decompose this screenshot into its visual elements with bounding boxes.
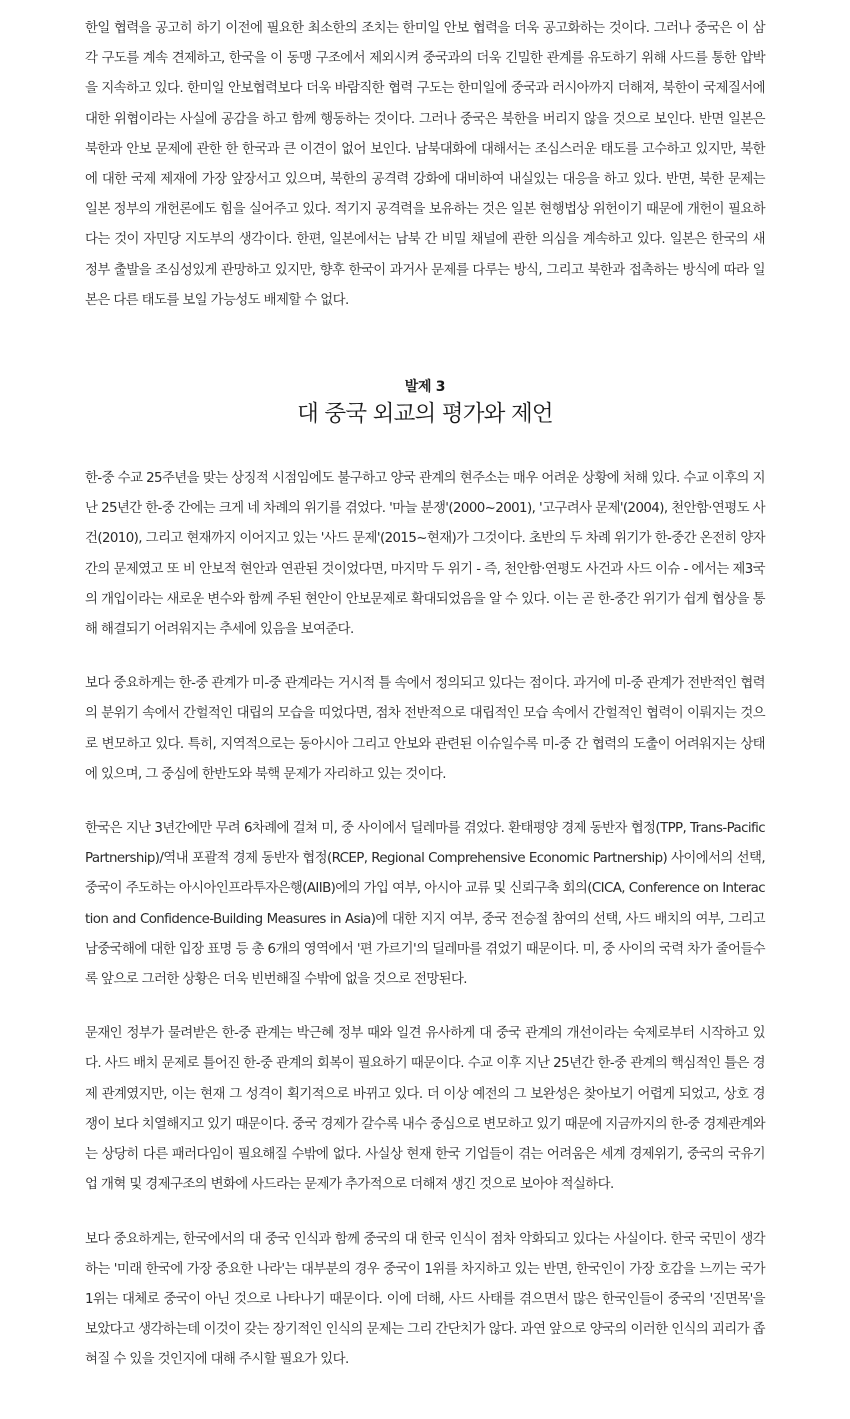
paragraph-spacer: [85, 1201, 765, 1225]
paragraph-spacer: [85, 790, 765, 814]
body-paragraph-5: 보다 중요하게는, 한국에서의 대 중국 인식과 함께 중국의 대 한국 인식이 점차 악화되고 있다는 사실이다. 한국 국민이 생각하는 '미래 한국에 가장 중요한 나라'는 대부분의 경우 중국이 1위를 차지하고 있는 반면, 한국인이 가장 호감을 느끼는 국가 1위는 대체로 중국이 아닌 것으로 나타나기 때문이다. 이에 더해, 사드 사태를 겪으면서 많은 한국인들이 중국의 '진면목'을 보았다고 생각하는데 이것이 갖는 장기적인 인식의 문제는 그리 간단치가 않다. 과연 앞으로 양국의 이러한 인식의 괴리가 좁혀질 수 있을 것인지에 대해 주시할 필요가 있다.: [85, 1231, 765, 1368]
section-title: 대 중국 외교의 평가와 제언: [297, 401, 553, 428]
intro-paragraph: 한일 협력을 공고히 하기 이전에 필요한 최소한의 조치는 한미일 안보 협력을 더욱 공고화하는 것이다. 그러나 중국은 이 삼각 구도를 계속 견제하고, 한국을 이 동맹 구조에서 제외시켜 중국과의 더욱 긴밀한 관계를 유도하기 위해 사드를 통한 압박을 지속하고 있다. 한미일 안보협력보다 더욱 바람직한 협력 구도는 한미일에 중국과 러시아까지 더해져, 북한이 국제질서에 대한 위협이라는 사실에 공감을 하고 함께 행동하는 것이다. 그러나 중국은 북한을 버리지 않을 것으로 보인다. 반면 일본은 북한과 안보 문제에 관한 한 한국과 큰 이견이 없어 보인다. 남북대화에 대해서는 조심스러운 태도를 고수하고 있지만, 북한에 대한 국제 제재에 가장 앞장서고 있으며, 북한의 공격력 강화에 대비하여 내실있는 대응을 하고 있다. 반면, 북한 문제는 일본 정부의 개헌론에도 힘을 실어주고 있다. 적기지 공격력을 보유하는 것은 일본 현행법상 위헌이기 때문에 개헌이 필요하다는 것이 자민당 지도부의 생각이다. 한편, 일본에서는 남북 간 비밀 채널에 관한 의심을 계속하고 있다. 일본은 한국의 새 정부 출발을 조심성있게 관망하고 있지만, 향후 한국이 과거사 문제를 다루는 방식, 그리고 북한과 접촉하는 방식에 따라 일본은 다른 태도를 보일 가능성도 배제할 수 없다.: [85, 21, 765, 308]
paragraph-spacer: [85, 995, 765, 1019]
body-paragraph-4: 문재인 정부가 물려받은 한-중 관계는 박근혜 정부 때와 일견 유사하게 대 중국 관계의 개선이라는 숙제로부터 시작하고 있다. 사드 배치 문제로 틀어진 한-중 관계의 회복이 필요하기 때문이다. 수교 이후 지난 25년간 한-중 관계의 핵심적인 틀은 경제 관계였지만, 이는 현재 그 성격이 획기적으로 바뀌고 있다. 더 이상 예전의 그 보완성은 찾아보기 어렵게 되었고, 상호 경쟁이 보다 치열해지고 있기 때문이다. 중국 경제가 갈수록 내수 중심으로 변모하고 있기 때문에 지금까지의 한-중 경제관계와는 상당히 다른 패러다임이 필요해질 수밖에 없다. 사실상 현재 한국 기업들이 겪는 어려움은 세계 경제위기, 중국의 국유기업 개혁 및 경제구조의 변화에 사드라는 문제가 추가적으로 더해져 생긴 것으로 보아야 적실하다.: [85, 1026, 765, 1193]
body-paragraph-3: 한국은 지난 3년간에만 무려 6차례에 걸쳐 미, 중 사이에서 딜레마를 겪었다. 환태평양 경제 동반자 협정(TPP, Trans-Pacific Partnership)/역내 포괄적 경제 동반자 협정(RCEP, Regional Comprehensive Economic Partnership) 사이에서의 선택, 중국이 주도하는 아시아인프라투자은행(AIIB)에의 가입 여부, 아시아 교류 및 신뢰구축 회의(CICA, Conference on Interaction and Confidence-Building Measures in Asia)에 대한 지지 여부, 중국 전승절 참여의 선택, 사드 배치의 여부, 그리고 남중국해에 대한 입장 표명 등 총 6개의 영역에서 '편 가르기'의 딜레마를 겪었기 때문이다. 미, 중 사이의 국력 차가 줄어들수록 앞으로 그러한 상황은 더욱 빈번해질 수밖에 없을 것으로 전망된다.: [85, 821, 765, 988]
body-paragraph-2: 보다 중요하게는 한-중 관계가 미-중 관계라는 거시적 틀 속에서 정의되고 있다는 점이다. 과거에 미-중 관계가 전반적인 협력의 분위기 속에서 간헐적인 대립의 모습을 띠었다면, 점차 전반적으로 대립적인 모습 속에서 간헐적인 협력이 이뤄지는 것으로 변모하고 있다. 특히, 지역적으로는 동아시아 그리고 안보와 관련된 이슈일수록 미-중 간 협력의 도출이 어려워지는 상태에 있으며, 그 중심에 한반도와 북핵 문제가 자리하고 있는 것이다.: [85, 676, 765, 782]
body-paragraph-1: 한-중 수교 25주년을 맞는 상징적 시점임에도 불구하고 양국 관계의 현주소는 매우 어려운 상황에 처해 있다. 수교 이후의 지난 25년간 한-중 간에는 크게 네 차례의 위기를 겪었다. '마늘 분쟁'(2000~2001), '고구려사 문제'(2004), 천안함·연평도 사건(2010), 그리고 현재까지 이어지고 있는 '사드 문제'(2015~현재)가 그것이다. 초반의 두 차례 위기가 한-중간 온전히 양자 간의 문제였고 또 비 안보적 현안과 연관된 것이었다면, 마지막 두 위기 - 즉, 천안함·연평도 사건과 사드 이슈 - 에서는 제3국의 개입이라는 새로운 변수와 함께 주된 현안이 안보문제로 확대되었음을 알 수 있다. 이는 곧 한-중간 위기가 쉽게 협상을 통해 해결되기 어려워지는 추세에 있음을 보여준다.: [85, 471, 765, 638]
section-label: 발제 3: [404, 379, 446, 396]
paragraph-spacer: [85, 645, 765, 669]
section-heading: [85, 377, 765, 431]
document-page: [85, 14, 765, 1376]
